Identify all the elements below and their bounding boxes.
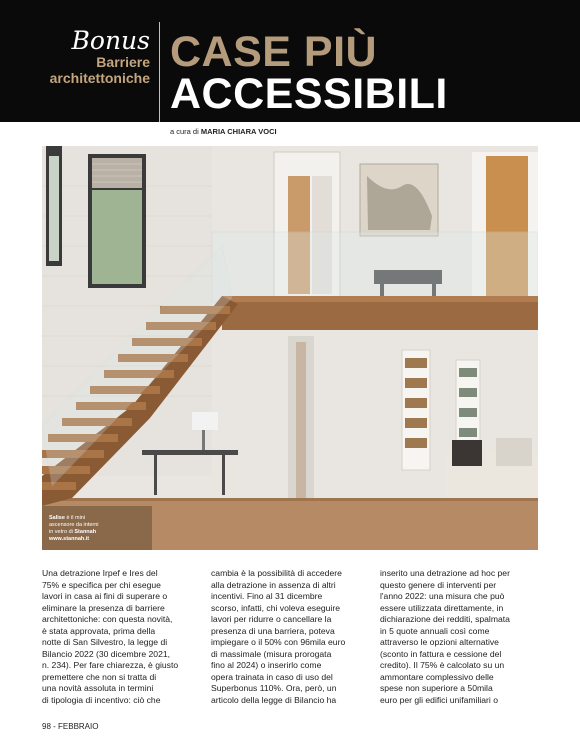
- body-line: scorso, infatti, chi voleva eseguire: [211, 602, 340, 613]
- body-line: di massimale (misura prorogata: [211, 648, 332, 659]
- kicker-line-1: Barriere: [96, 54, 150, 70]
- interior-photo: [42, 146, 538, 550]
- body-line: euro per gli edifici unifamiliari o: [380, 694, 498, 705]
- body-line: lavori per ridurre o cancellare la: [211, 614, 332, 624]
- body-line: n. 234). Per fare chiarezza, è giusto: [42, 660, 179, 670]
- body-line: ammontare complessivo delle: [380, 671, 494, 682]
- masthead: [0, 0, 580, 122]
- body-line: credito). Il 75% è calcolato su un: [380, 660, 505, 670]
- body-line: in 5 quote annuali così come: [380, 625, 490, 636]
- text-column-2: [211, 568, 369, 706]
- body-line: impiegare o il 50% con 96mila euro: [211, 637, 346, 647]
- section-kicker: [40, 28, 150, 86]
- caption-brand: Stannah: [74, 529, 97, 535]
- body-line: notte di San Silvestro, la legge di: [42, 637, 168, 647]
- body-line: Bilancio 2022 (30 dicembre 2021,: [42, 648, 171, 659]
- caption-line-2: ascensore da interni: [49, 522, 99, 528]
- text-column-1: [42, 568, 200, 706]
- page-title-line-1: CASE PIÙ: [170, 28, 378, 76]
- body-line: questo genere di interventi per: [380, 579, 497, 590]
- body-line: è stata approvata, prima della: [42, 625, 156, 636]
- page-folio: 98 - FEBBRAIO: [42, 722, 99, 731]
- body-line: opera trainata in caso di uso del: [211, 671, 333, 682]
- body-line: Una detrazione Irpef e Ires del: [42, 568, 158, 578]
- kicker-line-2: architettoniche: [49, 70, 150, 86]
- interior-illustration: [42, 146, 538, 550]
- body-line: Superbonus 110%. Ora, però, un: [211, 683, 337, 693]
- body-line: alla detrazione in assenza di altri: [211, 579, 336, 590]
- body-line: essere utilizzata direttamente, in: [380, 602, 504, 613]
- byline-prefix: a cura di: [170, 127, 199, 136]
- caption-line-1: è il mini: [66, 515, 86, 521]
- body-line: attraverso le opzioni alternative: [380, 637, 499, 647]
- byline: [170, 127, 277, 136]
- body-line: inserito una detrazione ad hoc per: [380, 568, 510, 578]
- body-line: spese non superiore a 50mila: [380, 683, 493, 693]
- body-line: 75% e specifica per chi esegue: [42, 579, 161, 590]
- body-line: eliminare la presenza di barriere: [42, 602, 165, 613]
- header-divider: [159, 22, 160, 122]
- kicker-script: Bonus: [71, 26, 150, 55]
- body-line: premettere che non si tratta di: [42, 671, 157, 682]
- body-line: cambia è la possibilità di accedere: [211, 568, 342, 578]
- photo-caption: [49, 515, 139, 543]
- byline-author: MARIA CHIARA VOCI: [200, 127, 277, 136]
- body-line: architettoniche: con questa novità,: [42, 614, 173, 624]
- text-column-3: [380, 568, 538, 706]
- body-line: una novità assoluta in termini: [42, 683, 154, 693]
- page-title-line-2: ACCESSIBILI: [170, 70, 448, 118]
- body-line: di tipologia di incentivo: ciò che: [42, 694, 161, 705]
- caption-url: www.stannah.it: [49, 536, 90, 542]
- caption-line-3: in vetro di: [49, 529, 73, 535]
- body-line: fino al 2024) o inserirlo come: [211, 660, 322, 670]
- body-line: lavori in casa ai fini di superare o: [42, 591, 168, 601]
- body-line: l'anno 2022: una misura che può: [380, 591, 505, 601]
- body-line: (sconto in fattura e cessione del: [380, 648, 502, 659]
- caption-product: Salise: [49, 515, 65, 521]
- body-line: dichiarazione dei redditi, spalmata: [380, 614, 510, 624]
- body-line: incentivi. Fino al 31 dicembre: [211, 591, 323, 601]
- body-line: articolo della legge di Bilancio ha: [211, 694, 337, 705]
- body-line: presenza di una barriera, poteva: [211, 625, 335, 636]
